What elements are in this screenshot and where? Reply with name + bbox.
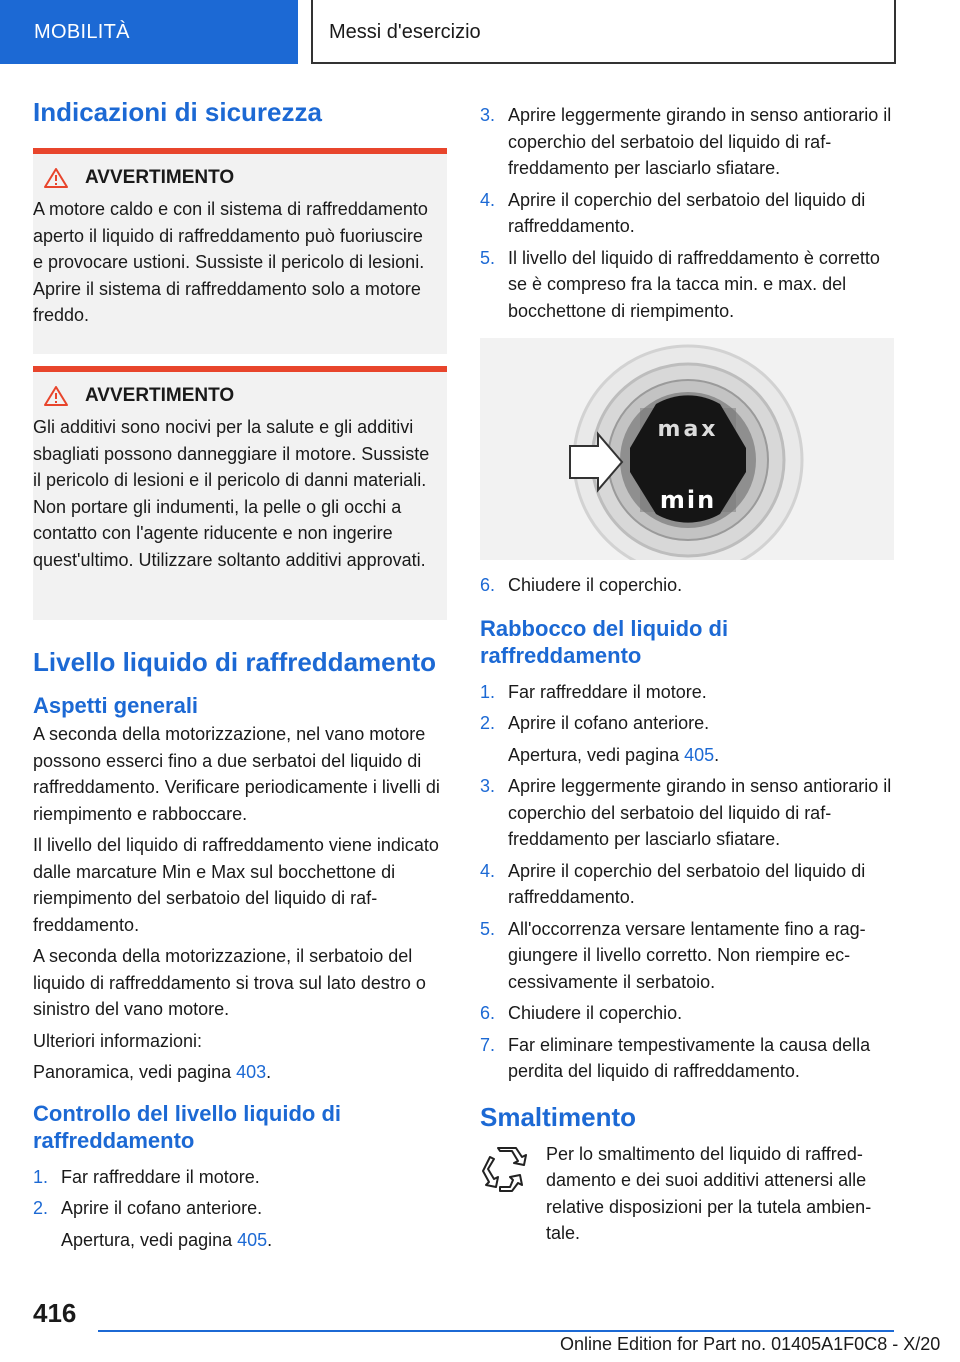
opening-page-link[interactable]: 405 <box>237 1229 268 1250</box>
refill-steps-list <box>480 679 892 737</box>
list-item <box>480 710 892 737</box>
step-text: Aprire il coperchio del serbatoio del liquido di raffreddamento. <box>508 189 866 236</box>
warning-triangle-icon <box>43 167 69 189</box>
left-column <box>33 96 447 1253</box>
warning-text-1: A motore caldo e con il sistema di raffreddamento aperto il liquido di raffreddamento può fuoriuscire e provocare ustioni. Sussiste il pericolo di lesioni. Aprire il sistema di raffreddamento solo a motore freddo. <box>33 199 428 325</box>
opening-page-link[interactable]: 405 <box>684 744 715 765</box>
list-item <box>480 1032 892 1085</box>
step-number: 5. <box>480 247 496 268</box>
right-column <box>480 96 892 1247</box>
footer-divider <box>98 1330 894 1332</box>
check-level-heading: Controllo del livello liquido di raffreddamento <box>33 1100 341 1153</box>
list-item <box>33 1195 447 1222</box>
step-number: 2. <box>33 1198 49 1218</box>
step-number: 1. <box>33 1166 49 1187</box>
general-paragraph-3: A seconda della motorizzazione, il serbatoio del liquido di raffreddamento si trova sul lato destro o sinistro del vano motore. <box>33 946 426 1019</box>
coolant-cap-drawing <box>480 338 894 560</box>
step-text: Aprire il coperchio del serbatoio del liquido di raffreddamento. <box>508 860 866 907</box>
step-number: 5. <box>480 918 496 939</box>
step-text: Il livello del liquido di raffreddamento è corretto se è compreso fra la tacca min. e max. del bocchettone di riempimento. <box>508 247 880 321</box>
general-paragraph-1: A seconda della motorizzazione, nel vano motore possono esserci fino a due serbatoi del liquido di raffreddamento. Verificare periodicamente i livelli di riempimento e rabboccare. <box>33 724 440 824</box>
general-paragraph-2: Il livello del liquido di raffreddamento viene indicato dalle marcature Min e Max sul bocchettone di riempimento del serbatoio del liquido di raffreddamento. <box>33 835 439 935</box>
edition-note: Online Edition for Part no. 01405A1F0C8 - X/20 <box>560 1334 941 1354</box>
safety-heading: Indicazioni di sicurezza <box>33 97 322 127</box>
check-steps-list <box>33 1164 447 1222</box>
warning-text-2: Gli additivi sono nocivi per la salute e gli additivi sbagliati possono danneggiare il motore. Sussiste il pericolo di lesioni e il pericolo di danni materiali. Non portare gli indumenti, la pelle o gli occhi a contatto con l'agente riducente e non ingerire quest'ultimo. Utilizzare soltanto additivi approvati. <box>33 417 430 570</box>
list-item <box>480 187 892 240</box>
max-label: max <box>657 417 719 442</box>
disposal-text: Per lo smaltimento del liquido di raffreddamento e dei suoi additivi attenersi alle relative disposizioni per la tutela ambientale. <box>546 1143 872 1243</box>
check-steps-list-continued <box>480 102 892 324</box>
list-item <box>480 858 892 911</box>
step-text: Far eliminare tempestivamente la causa della perdita del liquido di raffreddamento. <box>508 1034 871 1081</box>
warning-box-1 <box>33 148 447 354</box>
step-six-list <box>480 572 892 599</box>
warning-triangle-icon <box>43 385 69 407</box>
list-item <box>33 1164 447 1191</box>
opening-reference: Apertura, vedi pagina 405. <box>61 1229 273 1250</box>
step-number: 4. <box>480 189 496 210</box>
step-number: 7. <box>480 1034 496 1055</box>
coolant-level-heading: Livello liquido di raffreddamento <box>33 647 437 677</box>
step-text: Aprire leggermente girando in senso antiorario il coperchio del serbatoio del liquido di raffreddamento per lasciarlo sfiatare. <box>508 105 892 178</box>
refill-opening-reference: Apertura, vedi pagina 405. <box>508 744 720 765</box>
list-item <box>480 245 892 325</box>
more-info-label: Ulteriori informazioni: <box>33 1030 203 1051</box>
refill-heading: Rabbocco del liquido di raffreddamento <box>480 615 729 668</box>
overview-reference: Panoramica, vedi pagina 403. <box>33 1062 272 1082</box>
step-number: 1. <box>480 681 496 702</box>
page-number: 416 <box>33 1298 77 1328</box>
step-number: 3. <box>480 776 496 796</box>
step-text: Aprire il cofano anteriore. <box>508 713 710 733</box>
step-number: 6. <box>480 1003 496 1023</box>
step-text: Far raffreddare il motore. <box>61 1166 260 1187</box>
step-text: Far raffreddare il motore. <box>508 681 707 702</box>
overview-text: Panoramica, vedi pagina <box>33 1062 237 1082</box>
list-item <box>480 679 892 706</box>
step-text: All'occorrenza versare lentamente fino a raggiungere il livello corretto. Non riempire eccessivamente il serbatoio. <box>508 918 866 992</box>
recycle-icon <box>480 1145 532 1197</box>
list-item <box>480 773 892 853</box>
list-item <box>480 102 892 182</box>
min-label: min <box>659 486 717 514</box>
step-text: Chiudere il coperchio. <box>508 575 683 595</box>
chapter-tab[interactable]: Messi d'esercizio <box>311 0 896 64</box>
section-tab[interactable]: MOBILITÀ <box>0 0 298 64</box>
warning-title-2 <box>33 382 435 410</box>
step-text: Aprire leggermente girando in senso antiorario il coperchio del serbatoio del liquido di raffreddamento per lasciarlo sfiatare. <box>508 776 892 849</box>
warning-box-2 <box>33 366 447 620</box>
step-number: 2. <box>480 713 496 733</box>
step-text: Aprire il cofano anteriore. <box>61 1198 263 1218</box>
warning-title-1 <box>33 164 435 192</box>
warning-label-2: AVVERTIMENTO <box>85 385 235 406</box>
general-heading: Aspetti generali <box>33 693 199 718</box>
disposal-heading: Smaltimento <box>480 1101 637 1132</box>
opening-text: Apertura, vedi pagina <box>61 1229 238 1250</box>
step-number: 4. <box>480 860 496 881</box>
step-number: 6. <box>480 575 496 595</box>
refill-steps-list-continued <box>480 773 892 1085</box>
list-item <box>480 916 892 996</box>
opening-text: Apertura, vedi pagina <box>508 744 685 765</box>
coolant-cap-illustration <box>480 338 894 560</box>
step-text: Chiudere il coperchio. <box>508 1003 683 1023</box>
warning-label-1: AVVERTIMENTO <box>85 167 235 188</box>
disposal-block <box>480 1141 892 1247</box>
overview-page-link[interactable]: 403 <box>236 1062 267 1082</box>
step-number: 3. <box>480 105 496 125</box>
list-item <box>480 572 892 599</box>
list-item <box>480 1000 892 1027</box>
